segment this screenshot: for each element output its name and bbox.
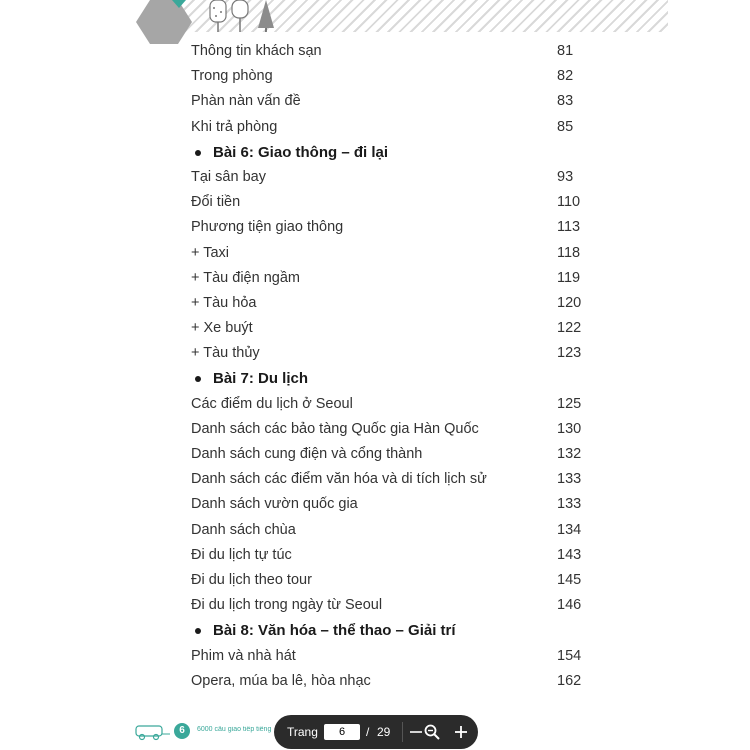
toc-entry-page: 143	[557, 546, 582, 563]
toc-entry	[191, 64, 591, 89]
toc-entry-page: 154	[557, 647, 582, 664]
toc-entry	[191, 669, 591, 694]
page-separator: /	[366, 725, 370, 739]
toc-entry-label: + Tàu thủy	[191, 345, 260, 362]
toc-entry-label: + Xe buýt	[191, 320, 253, 337]
toc-entry	[191, 492, 591, 517]
toc-entry-label: Đi du lịch theo tour	[191, 571, 312, 588]
page-number-badge: 6	[174, 723, 190, 739]
toc-entry	[191, 644, 591, 669]
toolbar-divider	[402, 722, 403, 742]
toc-entry-label: Danh sách vườn quốc gia	[191, 496, 358, 513]
toc-entry-page: 130	[557, 420, 582, 437]
toc-entry-page: 133	[557, 496, 582, 513]
toc-entry-page: 110	[557, 194, 581, 211]
toc-section-heading	[191, 618, 591, 643]
toc-entry	[191, 291, 591, 316]
toc-entry	[191, 165, 591, 190]
toc-entry-label: Trong phòng	[191, 68, 273, 85]
toc-entry-page: 85	[557, 118, 574, 135]
table-of-contents	[191, 39, 591, 694]
toc-entry	[191, 190, 591, 215]
toc-entry	[191, 341, 591, 366]
footer-book-title: 6000 câu giao tiếp tiếng	[197, 726, 272, 733]
trees-illustration-icon	[196, 0, 286, 32]
bullet-icon	[195, 376, 201, 382]
toc-entry-page: 125	[557, 395, 582, 412]
car-logo-icon	[134, 720, 170, 742]
toc-entry-page: 146	[557, 597, 582, 614]
toc-entry	[191, 115, 591, 140]
toc-entry	[191, 543, 591, 568]
toc-section-heading	[191, 366, 591, 391]
toc-entry-label: + Tàu điện ngầm	[191, 269, 300, 286]
toc-entry-page: 122	[557, 320, 582, 337]
toc-entry	[191, 316, 591, 341]
toc-entry-label: Bài 7: Du lịch	[213, 370, 309, 388]
toc-entry-label: Danh sách cung điện và cổng thành	[191, 446, 423, 462]
toc-entry	[191, 417, 591, 442]
toc-section-heading	[191, 140, 591, 165]
toc-entry	[191, 89, 591, 114]
toc-entry	[191, 241, 591, 266]
hexagon-decoration-icon	[136, 0, 192, 44]
toc-entry	[191, 518, 591, 543]
toc-entry	[191, 266, 591, 291]
toc-entry-label: + Tàu hỏa	[191, 294, 257, 311]
toc-entry-page: 83	[557, 93, 574, 110]
toc-entry-page: 113	[557, 219, 581, 236]
toc-entry	[191, 392, 591, 417]
toc-entry-page: 132	[557, 446, 582, 462]
toc-entry-page: 162	[557, 672, 582, 689]
pdf-viewer-toolbar	[274, 715, 478, 749]
toc-entry-page: 145	[557, 571, 582, 588]
toc-entry-page: 133	[557, 471, 582, 488]
toc-entry-page: 82	[557, 68, 574, 85]
toc-entry-label: Phim và nhà hát	[191, 647, 296, 664]
toc-entry-label: Opera, múa ba lê, hòa nhạc	[191, 672, 371, 689]
toc-entry	[191, 467, 591, 492]
toc-entry-label: Bài 8: Văn hóa – thể thao – Giải trí	[213, 622, 456, 640]
toc-entry-label: Đi du lịch trong ngày từ Seoul	[191, 597, 383, 614]
toc-entry-page: 119	[557, 269, 581, 286]
toc-entry	[191, 568, 591, 593]
toc-entry-label: Khi trả phòng	[191, 118, 278, 135]
toc-entry-label: Tại sân bay	[191, 168, 266, 185]
toc-entry-label: Danh sách các điểm văn hóa và di tích lịch sử	[191, 471, 487, 488]
page-number-input[interactable]: 6	[324, 724, 360, 740]
toc-entry-label: Danh sách chùa	[191, 521, 296, 538]
toc-entry-label: Phương tiện giao thông	[191, 219, 344, 236]
page-label: Trang	[287, 725, 318, 739]
toc-entry-label: Phàn nàn vấn đề	[191, 93, 301, 110]
magnifier-icon[interactable]	[420, 720, 444, 744]
toc-entry-label: Danh sách các bảo tàng Quốc gia Hàn Quốc	[191, 420, 479, 437]
toc-entry	[191, 593, 591, 618]
plus-icon[interactable]	[449, 720, 473, 744]
bullet-icon	[195, 150, 201, 156]
toc-entry	[191, 39, 591, 64]
toc-entry	[191, 215, 591, 240]
toc-entry-page: 118	[557, 244, 581, 261]
toc-entry-page: 93	[557, 168, 574, 185]
toc-entry-page: 120	[557, 294, 582, 311]
toc-entry-label: Đổi tiền	[191, 194, 241, 211]
total-pages: 29	[377, 725, 391, 739]
toc-entry-page: 134	[557, 521, 582, 538]
toc-entry-page: 81	[557, 43, 574, 59]
bullet-icon	[195, 628, 201, 634]
toc-entry-label: Thông tin khách sạn	[191, 43, 322, 59]
toc-entry-label: Bài 6: Giao thông – đi lại	[213, 143, 389, 161]
toc-entry	[191, 442, 591, 467]
toc-entry-label: + Taxi	[191, 244, 230, 261]
toc-entry-label: Đi du lịch tự túc	[191, 546, 292, 563]
toc-entry-label: Các điểm du lịch ở Seoul	[191, 395, 353, 412]
toc-entry-page: 123	[557, 345, 582, 362]
